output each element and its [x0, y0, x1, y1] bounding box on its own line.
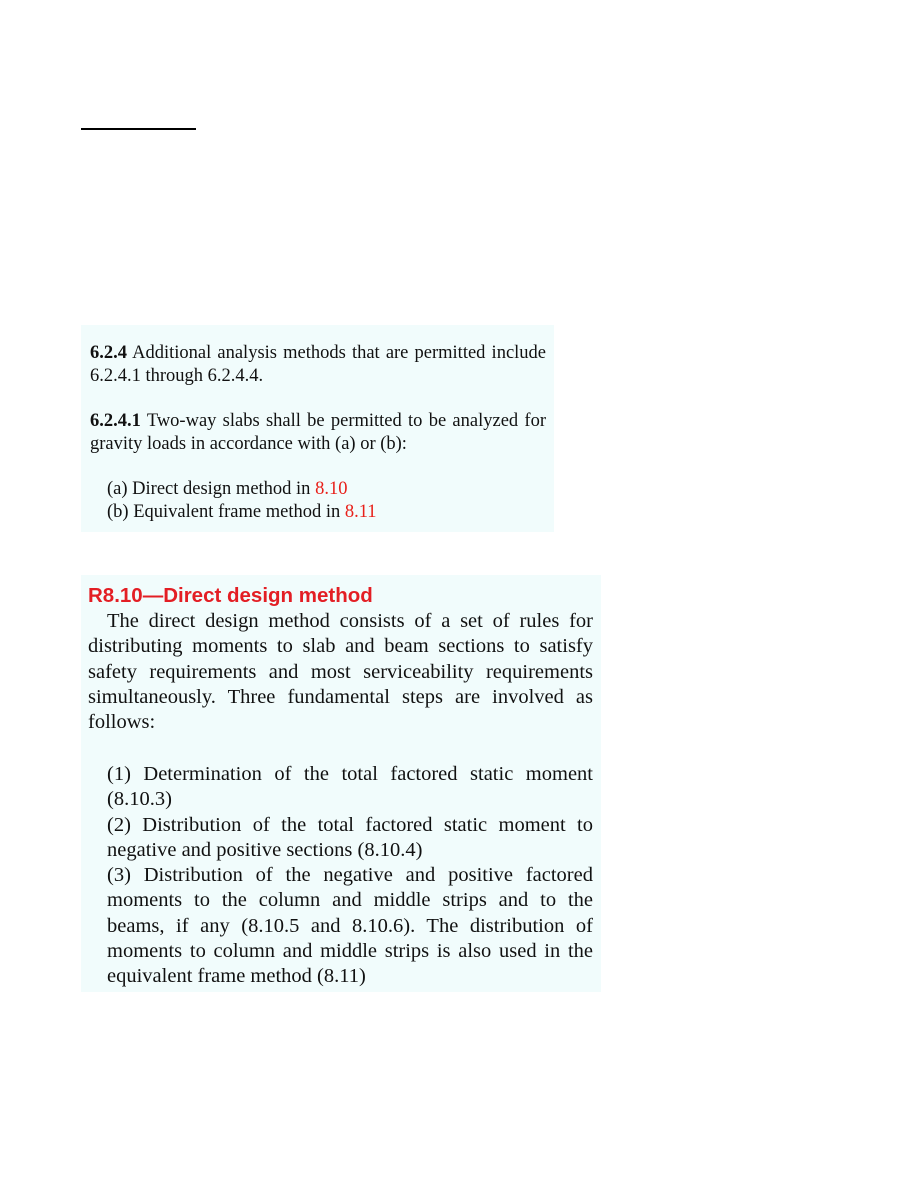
- section-number: 6.2.4: [90, 343, 127, 363]
- list-item-b: [107, 501, 547, 524]
- list-item-a: [107, 478, 547, 501]
- header-rule: [81, 128, 196, 130]
- section-6-2-4-1: [90, 410, 546, 456]
- section-number: 6.2.4.1: [90, 411, 141, 431]
- commentary-box: [81, 575, 601, 992]
- section-6-2-4: [90, 342, 546, 388]
- item-label: (a) Direct design method in: [107, 479, 311, 499]
- reference-link-8-10[interactable]: 8.10: [315, 479, 348, 499]
- step-3: (3) Distribution of the negative and positive factored moments to the column and middle strips and to the beams, if any (8.10.5 and 8.10.6). The distribution of moments to column and middle strips is also used in the equivalent frame method (8.11): [107, 864, 593, 988]
- item-label: (b) Equivalent frame method in: [107, 502, 341, 522]
- step-2: (2) Distribution of the total factored static moment to negative and positive sections (8.10.4): [107, 814, 593, 862]
- section-text: Two-way slabs shall be permitted to be analyzed for gravity loads in accordance with (a) or (b):: [90, 411, 546, 454]
- code-provision-box: [81, 325, 554, 532]
- step-1: (1) Determination of the total factored static moment (8.10.3): [107, 763, 593, 811]
- commentary-intro: The direct design method consists of a set of rules for distributing moments to slab and beam sections to satisfy safety requirements and most serviceability requirements simultaneously. Three fundamental steps are involved as follows:: [88, 610, 593, 734]
- commentary-heading: R8.10—Direct design method: [88, 584, 373, 607]
- reference-link-8-11[interactable]: 8.11: [344, 502, 377, 522]
- section-text: Additional analysis methods that are permitted include 6.2.4.1 through 6.2.4.4.: [90, 343, 547, 386]
